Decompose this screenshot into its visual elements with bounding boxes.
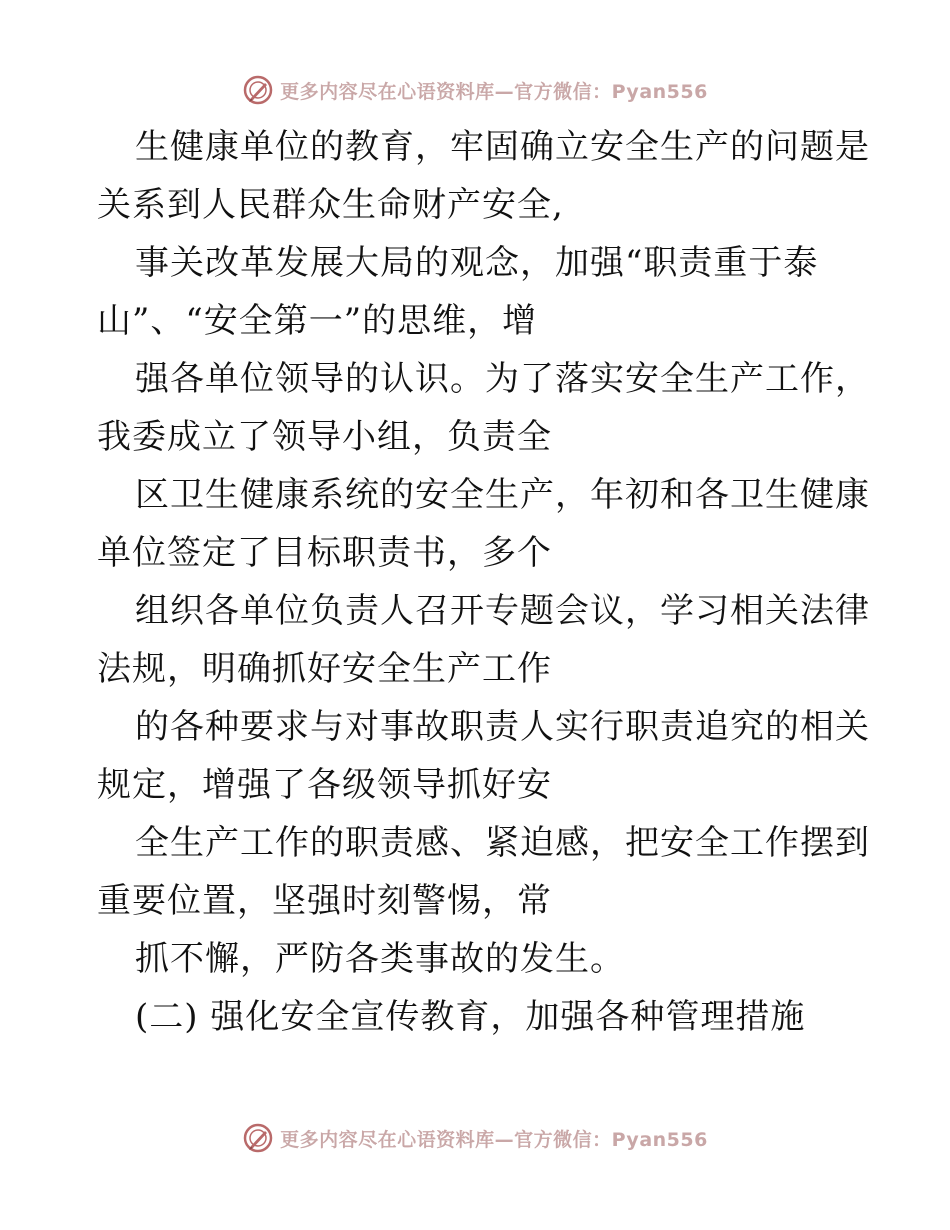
text-line: 法规，明确抓好安全生产工作 <box>97 649 552 689</box>
text-line: 关系到人民群众生命财产安全, <box>97 185 564 225</box>
text-line: 单位签定了目标职责书，多个 <box>97 533 552 573</box>
text-line: 我委成立了领导小组，负责全 <box>97 417 552 457</box>
text-line: 区卫生健康系统的安全生产，年初和各卫生健康 <box>135 475 870 515</box>
pen-logo-icon <box>242 74 274 106</box>
text-line: 的各种要求与对事故职责人实行职责追究的相关 <box>135 707 870 747</box>
watermark-text: 更多内容尽在心语资料库—官方微信：Pyan556 <box>280 80 708 103</box>
pen-logo-icon <box>242 1122 274 1154</box>
text-line: 组织各单位负责人召开专题会议，学习相关法律 <box>135 591 870 631</box>
body-text <box>97 118 870 1046</box>
text-line: 抓不懈，严防各类事故的发生。 <box>135 939 625 979</box>
header-watermark <box>0 70 950 110</box>
section-heading: (二) 强化安全宣传教育，加强各种管理措施 <box>135 997 806 1037</box>
text-line: 山”、“安全第一”的思维，增 <box>97 301 538 341</box>
text-line: 强各单位领导的认识。为了落实安全生产工作， <box>135 359 870 399</box>
text-line: 事关改革发展大局的观念，加强“职责重于泰 <box>135 243 819 283</box>
watermark-text: 更多内容尽在心语资料库—官方微信：Pyan556 <box>280 1128 708 1151</box>
footer-watermark <box>0 1118 950 1158</box>
text-line: 生健康单位的教育，牢固确立安全生产的问题是 <box>135 127 870 167</box>
text-line: 规定，增强了各级领导抓好安 <box>97 765 552 805</box>
text-line: 全生产工作的职责感、紧迫感，把安全工作摆到 <box>135 823 870 863</box>
text-line: 重要位置，坚强时刻警惕，常 <box>97 881 552 921</box>
